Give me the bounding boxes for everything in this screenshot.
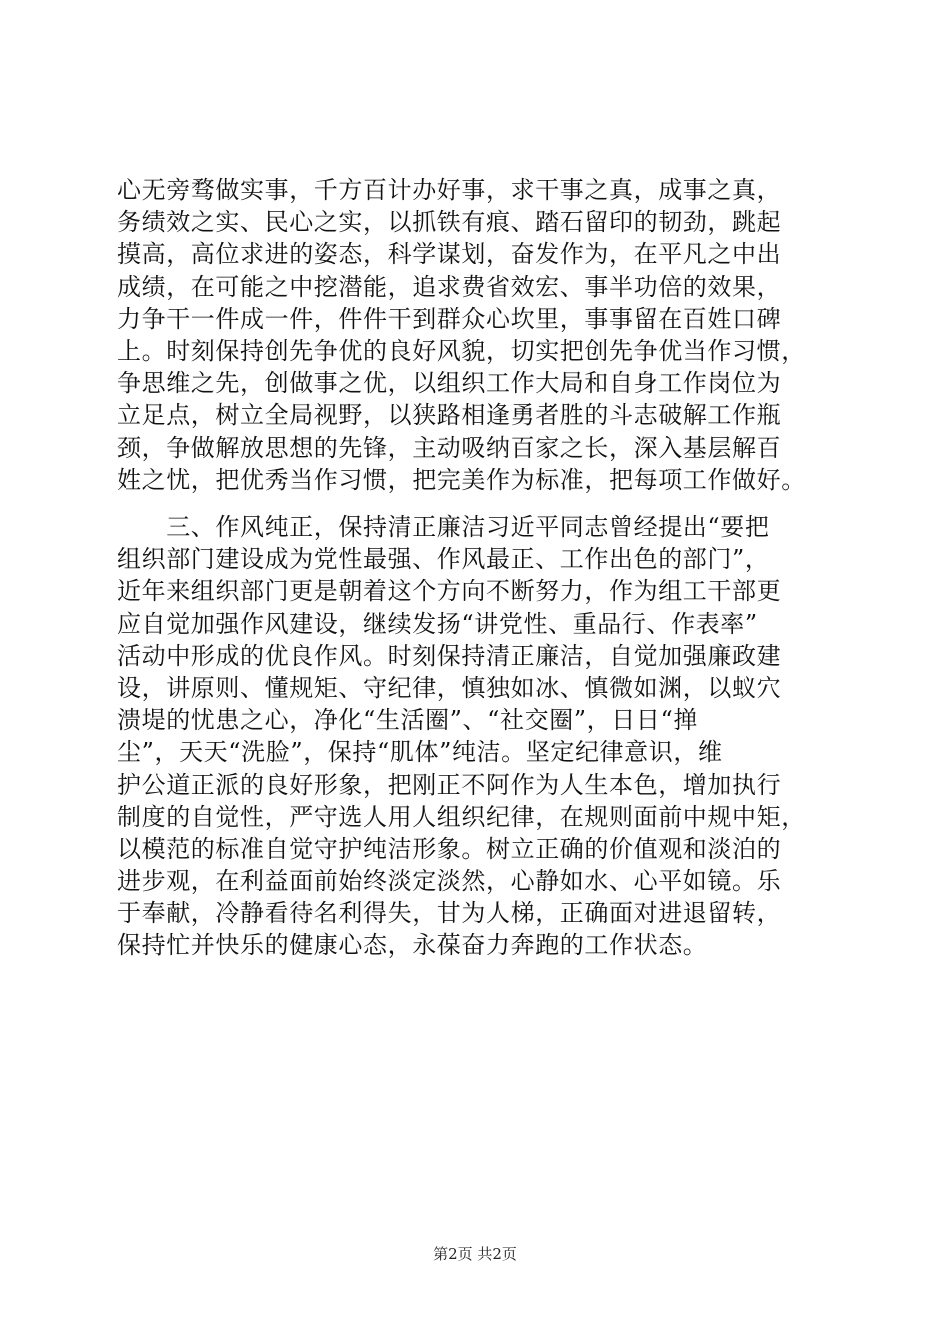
- paragraph: [117, 174, 837, 496]
- text-line: 进步观，在利益面前始终淡定淡然，心静如水、心平如镜。乐: [117, 867, 782, 896]
- paragraph: [117, 511, 837, 962]
- text-line: 力争干一件成一件，件件干到群众心坎里，事事留在百姓口碑: [117, 304, 782, 333]
- text-line: 活动中形成的优良作风。时刻保持清正廉洁，自觉加强廉政建: [117, 641, 782, 670]
- text-line: 溃堤的忧患之心，净化“生活圈”、“社交圈”，日日“掸: [117, 706, 698, 735]
- text-line: 姓之忧，把优秀当作习惯，把完美作为标准，把每项工作做好。: [117, 465, 806, 494]
- text-line: 摸高，高位求进的姿态，科学谋划，奋发作为，在平凡之中出: [117, 240, 782, 269]
- text-line: 立足点，树立全局视野，以狭路相逢勇者胜的斗志破解工作瓶: [117, 401, 782, 430]
- text-line: 近年来组织部门更是朝着这个方向不断努力，作为组工干部更: [117, 577, 782, 606]
- text-line: 制度的自觉性，严守选人用人组织纪律，在规则面前中规中矩，: [117, 802, 806, 831]
- text-line: 务绩效之实、民心之实，以抓铁有痕、踏石留印的韧劲，跳起: [117, 208, 782, 237]
- text-line: 组织部门建设成为党性最强、作风最正、工作出色的部门”，: [117, 545, 770, 574]
- text-line: 三、作风纯正，保持清正廉洁习近平同志曾经提出“要把: [117, 513, 770, 541]
- text-line: 上。时刻保持创先争优的良好风貌，切实把创先争优当作习惯，: [117, 336, 806, 365]
- text-line: 于奉献，冷静看待名利得失，甘为人梯，正确面对进退留转，: [117, 899, 782, 928]
- text-line: 成绩，在可能之中挖潜能，追求费省效宏、事半功倍的效果，: [117, 272, 782, 301]
- text-line: 以模范的标准自觉守护纯洁形象。树立正确的价值观和淡泊的: [117, 834, 782, 863]
- text-line: 设，讲原则、懂规矩、守纪律，慎独如冰、慎微如渊，以蚁穴: [117, 673, 782, 702]
- text-line: 颈，争做解放思想的先锋，主动吸纳百家之长，深入基层解百: [117, 433, 782, 462]
- text-line: 尘”，天天“洗脸”，保持“肌体”纯洁。坚定纪律意识，维: [117, 738, 723, 767]
- text-line: 争思维之先，创做事之优，以组织工作大局和自身工作岗位为: [117, 369, 782, 398]
- text-line: 应自觉加强作风建设，继续发扬“讲党性、重品行、作表率”: [117, 609, 758, 638]
- page-footer: 第2页 共2页: [433, 1245, 517, 1263]
- text-line: 心无旁骛做实事，千方百计办好事，求干事之真，成事之真，: [117, 176, 782, 204]
- text-line: 护公道正派的良好形象，把刚正不阿作为人生本色，增加执行: [117, 770, 782, 799]
- text-line: 保持忙并快乐的健康心态，永葆奋力奔跑的工作状态。: [117, 931, 708, 960]
